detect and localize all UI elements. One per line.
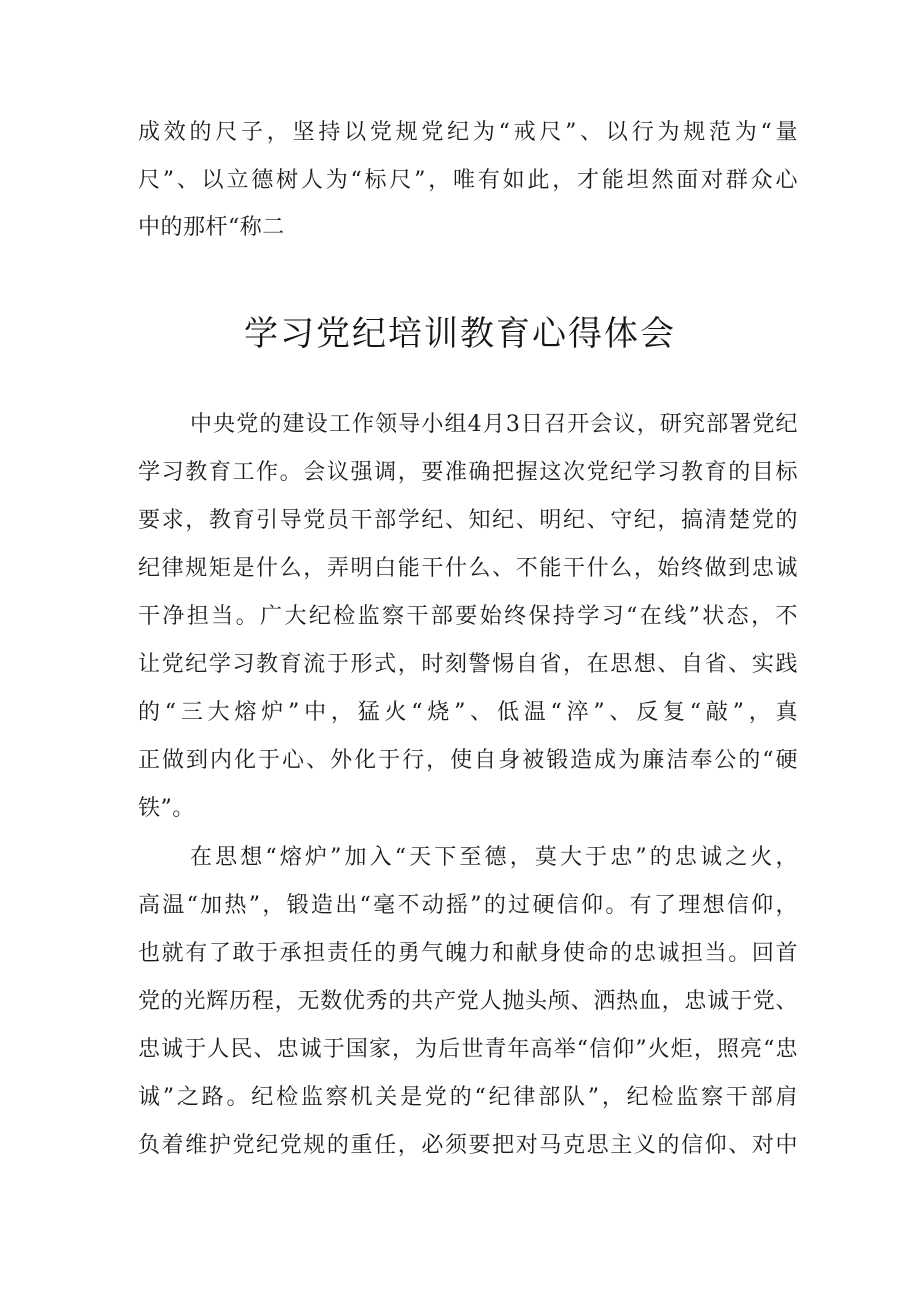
paragraph-line: 负着维护党纪党规的重任，必须要把对马克思主义的信仰、对中 <box>138 1133 798 1158</box>
paragraph-line: 也就有了敢于承担责任的勇气魄力和献身使命的忠诚担当。回首 <box>138 941 798 966</box>
paragraph-line: 高温“加热”，锻造出“毫不动摇”的过硬信仰。有了理想信仰， <box>138 893 798 918</box>
continuation-line: 中的那杆“称二 <box>138 215 285 240</box>
paragraph-line: 中央党的建设工作领导小组4月3日召开会议，研究部署党纪 <box>190 412 798 437</box>
paragraph-line: 的“三大熔炉”中，猛火“烧”、低温“淬”、反复“敲”，真 <box>138 700 798 725</box>
paragraph-line: 在思想“熔炉”加入“天下至德，莫大于忠”的忠诚之火， <box>190 845 798 870</box>
paragraph-line: 党的光辉历程，无数优秀的共产党人抛头颅、洒热血，忠诚于党、 <box>138 989 798 1014</box>
paragraph-line: 铁”。 <box>138 796 195 821</box>
paragraph-line: 正做到内化于心、外化于行，使自身被锻造成为廉洁奉公的“硬 <box>138 748 798 773</box>
paragraph-line: 诚”之路。纪检监察机关是党的“纪律部队”，纪检监察干部肩 <box>138 1085 798 1110</box>
paragraph-line: 忠诚于人民、忠诚于国家，为后世青年高举“信仰”火炬，照亮“忠 <box>138 1037 798 1062</box>
paragraph-line: 学习教育工作。会议强调，要准确把握这次党纪学习教育的目标 <box>138 460 798 485</box>
continuation-line: 尺”、以立德树人为“标尺”，唯有如此，才能坦然面对群众心 <box>138 168 798 193</box>
paragraph-line: 纪律规矩是什么，弄明白能干什么、不能干什么，始终做到忠诚 <box>138 556 798 581</box>
paragraph-line: 让党纪学习教育流于形式，时刻警惕自省，在思想、自省、实践 <box>138 652 798 677</box>
article-title: 学习党纪培训教育心得体会 <box>244 314 676 354</box>
paragraph-line: 要求，教育引导党员干部学纪、知纪、明纪、守纪，搞清楚党的 <box>138 508 798 533</box>
paragraph-line: 干净担当。广大纪检监察干部要始终保持学习“在线”状态，不 <box>138 604 798 629</box>
continuation-line: 成效的尺子，坚持以党规党纪为“戒尺”、以行为规范为“量 <box>138 120 798 145</box>
